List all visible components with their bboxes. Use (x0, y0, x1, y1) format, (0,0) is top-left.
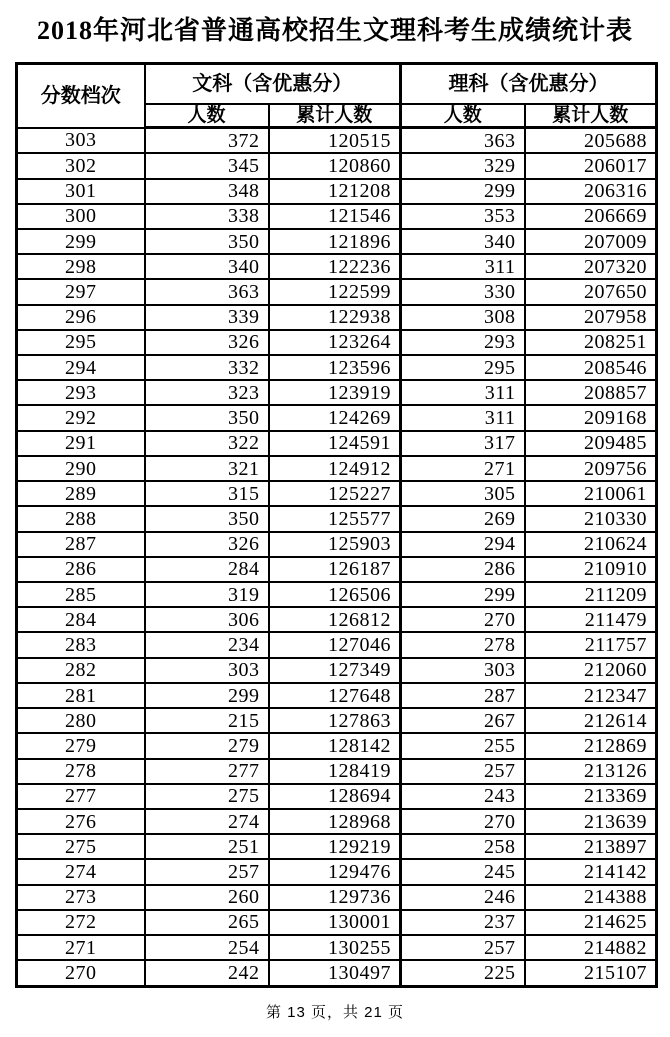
page-number-indicator: 第 13 页，共 21 页 (265, 1004, 405, 1021)
science-count-cell: 257 (401, 935, 525, 960)
science-count-cell: 305 (401, 481, 525, 506)
arts-count-cell: 275 (145, 784, 269, 809)
score-tier-cell: 298 (17, 254, 145, 279)
table-row (17, 153, 657, 178)
science-cumulative-cell: 214625 (525, 910, 657, 935)
science-count-cell: 258 (401, 834, 525, 859)
table-row (17, 658, 657, 683)
table-row (17, 128, 657, 154)
arts-count-cell: 274 (145, 809, 269, 834)
score-tier-cell: 277 (17, 784, 145, 809)
arts-count-cell: 260 (145, 885, 269, 910)
table-row (17, 834, 657, 859)
science-count-cell: 308 (401, 305, 525, 330)
score-statistics-table (15, 62, 658, 988)
arts-count-cell: 299 (145, 683, 269, 708)
score-tier-cell: 302 (17, 153, 145, 178)
arts-count-cell: 279 (145, 733, 269, 758)
score-tier-cell: 286 (17, 557, 145, 582)
science-count-cell: 299 (401, 582, 525, 607)
arts-count-cell: 363 (145, 279, 269, 304)
page-title: 2018年河北省普通高校招生文理科考生成绩统计表 (36, 16, 633, 45)
header-arts-group: 文科（含优惠分） (145, 64, 401, 104)
science-cumulative-cell: 207009 (525, 229, 657, 254)
science-count-cell: 311 (401, 405, 525, 430)
science-count-cell: 330 (401, 279, 525, 304)
science-count-cell: 255 (401, 733, 525, 758)
header-group-row (17, 64, 657, 104)
arts-cumulative-cell: 128694 (269, 784, 401, 809)
arts-cumulative-cell: 122236 (269, 254, 401, 279)
arts-cumulative-cell: 121546 (269, 204, 401, 229)
science-cumulative-cell: 212060 (525, 658, 657, 683)
science-count-cell: 340 (401, 229, 525, 254)
arts-cumulative-cell: 128968 (269, 809, 401, 834)
arts-cumulative-cell: 128419 (269, 759, 401, 784)
science-cumulative-cell: 213897 (525, 834, 657, 859)
table-row (17, 204, 657, 229)
arts-cumulative-cell: 130255 (269, 935, 401, 960)
table-row (17, 330, 657, 355)
arts-count-cell: 215 (145, 708, 269, 733)
table-row (17, 784, 657, 809)
science-cumulative-cell: 213639 (525, 809, 657, 834)
science-count-cell: 299 (401, 179, 525, 204)
arts-cumulative-cell: 127046 (269, 632, 401, 657)
table-row (17, 859, 657, 884)
arts-cumulative-cell: 126187 (269, 557, 401, 582)
score-tier-cell: 272 (17, 910, 145, 935)
arts-cumulative-cell: 124912 (269, 456, 401, 481)
arts-cumulative-cell: 128142 (269, 733, 401, 758)
science-cumulative-cell: 212347 (525, 683, 657, 708)
science-cumulative-cell: 213369 (525, 784, 657, 809)
arts-cumulative-cell: 126506 (269, 582, 401, 607)
arts-cumulative-cell: 130497 (269, 960, 401, 986)
table-row (17, 960, 657, 986)
science-cumulative-cell: 206669 (525, 204, 657, 229)
header-science-group: 理科（含优惠分） (401, 64, 657, 104)
table-row (17, 733, 657, 758)
arts-count-cell: 323 (145, 380, 269, 405)
header-arts-cumulative: 累计人数 (269, 104, 401, 128)
science-cumulative-cell: 209168 (525, 405, 657, 430)
science-count-cell: 311 (401, 254, 525, 279)
arts-cumulative-cell: 122599 (269, 279, 401, 304)
arts-count-cell: 326 (145, 330, 269, 355)
score-tier-cell: 281 (17, 683, 145, 708)
header-arts-count: 人数 (145, 104, 269, 128)
science-cumulative-cell: 212869 (525, 733, 657, 758)
score-tier-cell: 271 (17, 935, 145, 960)
table-row (17, 885, 657, 910)
score-tier-cell: 288 (17, 506, 145, 531)
table-row (17, 179, 657, 204)
science-cumulative-cell: 208546 (525, 355, 657, 380)
science-count-cell: 257 (401, 759, 525, 784)
score-tier-cell: 270 (17, 960, 145, 986)
science-count-cell: 270 (401, 809, 525, 834)
table-row (17, 305, 657, 330)
table-row (17, 431, 657, 456)
score-tier-cell: 279 (17, 733, 145, 758)
science-cumulative-cell: 206316 (525, 179, 657, 204)
science-cumulative-cell: 211757 (525, 632, 657, 657)
arts-cumulative-cell: 127863 (269, 708, 401, 733)
score-tier-cell: 287 (17, 532, 145, 557)
table-row (17, 582, 657, 607)
score-tier-cell: 295 (17, 330, 145, 355)
science-cumulative-cell: 214388 (525, 885, 657, 910)
score-tier-cell: 301 (17, 179, 145, 204)
header-score-tier: 分数档次 (17, 64, 145, 128)
header-science-count: 人数 (401, 104, 525, 128)
science-count-cell: 270 (401, 607, 525, 632)
table-row (17, 910, 657, 935)
score-tier-cell: 300 (17, 204, 145, 229)
table-row (17, 481, 657, 506)
arts-count-cell: 303 (145, 658, 269, 683)
arts-count-cell: 339 (145, 305, 269, 330)
science-cumulative-cell: 207650 (525, 279, 657, 304)
table-row (17, 708, 657, 733)
science-count-cell: 269 (401, 506, 525, 531)
science-count-cell: 329 (401, 153, 525, 178)
score-tier-cell: 274 (17, 859, 145, 884)
science-cumulative-cell: 210624 (525, 532, 657, 557)
science-cumulative-cell: 205688 (525, 128, 657, 154)
science-count-cell: 287 (401, 683, 525, 708)
science-cumulative-cell: 213126 (525, 759, 657, 784)
science-count-cell: 363 (401, 128, 525, 154)
science-count-cell: 311 (401, 380, 525, 405)
score-tier-cell: 297 (17, 279, 145, 304)
score-tier-cell: 292 (17, 405, 145, 430)
science-cumulative-cell: 211209 (525, 582, 657, 607)
score-tier-cell: 294 (17, 355, 145, 380)
science-count-cell: 237 (401, 910, 525, 935)
score-tier-cell: 273 (17, 885, 145, 910)
arts-cumulative-cell: 121208 (269, 179, 401, 204)
table-row (17, 229, 657, 254)
score-tier-cell: 282 (17, 658, 145, 683)
table-row (17, 279, 657, 304)
science-count-cell: 271 (401, 456, 525, 481)
arts-count-cell: 350 (145, 405, 269, 430)
score-tier-cell: 289 (17, 481, 145, 506)
science-count-cell: 243 (401, 784, 525, 809)
science-cumulative-cell: 210910 (525, 557, 657, 582)
arts-cumulative-cell: 127648 (269, 683, 401, 708)
arts-count-cell: 326 (145, 532, 269, 557)
table-row (17, 254, 657, 279)
arts-count-cell: 234 (145, 632, 269, 657)
science-count-cell: 303 (401, 658, 525, 683)
arts-count-cell: 372 (145, 128, 269, 154)
science-cumulative-cell: 210061 (525, 481, 657, 506)
science-count-cell: 294 (401, 532, 525, 557)
science-cumulative-cell: 214142 (525, 859, 657, 884)
score-table-body (17, 128, 657, 987)
table-row (17, 759, 657, 784)
table-row (17, 456, 657, 481)
table-row (17, 632, 657, 657)
science-cumulative-cell: 208251 (525, 330, 657, 355)
arts-count-cell: 340 (145, 254, 269, 279)
arts-count-cell: 345 (145, 153, 269, 178)
score-tier-cell: 303 (17, 128, 145, 154)
science-count-cell: 278 (401, 632, 525, 657)
arts-cumulative-cell: 121896 (269, 229, 401, 254)
arts-cumulative-cell: 127349 (269, 658, 401, 683)
science-count-cell: 246 (401, 885, 525, 910)
arts-count-cell: 321 (145, 456, 269, 481)
science-count-cell: 317 (401, 431, 525, 456)
science-cumulative-cell: 206017 (525, 153, 657, 178)
arts-count-cell: 284 (145, 557, 269, 582)
header-science-cumulative: 累计人数 (525, 104, 657, 128)
science-cumulative-cell: 212614 (525, 708, 657, 733)
score-tier-cell: 280 (17, 708, 145, 733)
score-tier-cell: 276 (17, 809, 145, 834)
science-cumulative-cell: 209756 (525, 456, 657, 481)
arts-cumulative-cell: 129736 (269, 885, 401, 910)
science-count-cell: 286 (401, 557, 525, 582)
score-tier-cell: 275 (17, 834, 145, 859)
score-tier-cell: 299 (17, 229, 145, 254)
science-cumulative-cell: 215107 (525, 960, 657, 986)
arts-cumulative-cell: 122938 (269, 305, 401, 330)
table-row (17, 506, 657, 531)
score-tier-cell: 293 (17, 380, 145, 405)
score-tier-cell: 291 (17, 431, 145, 456)
arts-count-cell: 332 (145, 355, 269, 380)
score-tier-cell: 296 (17, 305, 145, 330)
arts-cumulative-cell: 130001 (269, 910, 401, 935)
arts-cumulative-cell: 124269 (269, 405, 401, 430)
arts-count-cell: 322 (145, 431, 269, 456)
score-tier-cell: 284 (17, 607, 145, 632)
table-row (17, 683, 657, 708)
science-count-cell: 293 (401, 330, 525, 355)
arts-count-cell: 350 (145, 229, 269, 254)
arts-cumulative-cell: 125227 (269, 481, 401, 506)
arts-count-cell: 277 (145, 759, 269, 784)
table-row (17, 405, 657, 430)
arts-cumulative-cell: 120515 (269, 128, 401, 154)
table-row (17, 380, 657, 405)
science-cumulative-cell: 214882 (525, 935, 657, 960)
arts-cumulative-cell: 120860 (269, 153, 401, 178)
table-row (17, 532, 657, 557)
arts-cumulative-cell: 126812 (269, 607, 401, 632)
arts-count-cell: 251 (145, 834, 269, 859)
score-tier-cell: 278 (17, 759, 145, 784)
arts-cumulative-cell: 123919 (269, 380, 401, 405)
science-count-cell: 267 (401, 708, 525, 733)
arts-cumulative-cell: 129476 (269, 859, 401, 884)
arts-count-cell: 254 (145, 935, 269, 960)
science-cumulative-cell: 207320 (525, 254, 657, 279)
table-header (17, 64, 657, 128)
arts-count-cell: 257 (145, 859, 269, 884)
score-tier-cell: 285 (17, 582, 145, 607)
arts-count-cell: 350 (145, 506, 269, 531)
score-tier-cell: 290 (17, 456, 145, 481)
table-row (17, 809, 657, 834)
arts-cumulative-cell: 124591 (269, 431, 401, 456)
table-row (17, 355, 657, 380)
table-row (17, 557, 657, 582)
score-tier-cell: 283 (17, 632, 145, 657)
arts-count-cell: 265 (145, 910, 269, 935)
arts-count-cell: 242 (145, 960, 269, 986)
science-count-cell: 295 (401, 355, 525, 380)
science-count-cell: 225 (401, 960, 525, 986)
science-cumulative-cell: 211479 (525, 607, 657, 632)
arts-cumulative-cell: 123264 (269, 330, 401, 355)
arts-count-cell: 338 (145, 204, 269, 229)
science-count-cell: 353 (401, 204, 525, 229)
science-cumulative-cell: 210330 (525, 506, 657, 531)
arts-count-cell: 348 (145, 179, 269, 204)
science-cumulative-cell: 209485 (525, 431, 657, 456)
table-row (17, 607, 657, 632)
arts-count-cell: 319 (145, 582, 269, 607)
arts-count-cell: 306 (145, 607, 269, 632)
arts-cumulative-cell: 129219 (269, 834, 401, 859)
arts-cumulative-cell: 123596 (269, 355, 401, 380)
arts-count-cell: 315 (145, 481, 269, 506)
science-count-cell: 245 (401, 859, 525, 884)
arts-cumulative-cell: 125903 (269, 532, 401, 557)
table-row (17, 935, 657, 960)
arts-cumulative-cell: 125577 (269, 506, 401, 531)
science-cumulative-cell: 207958 (525, 305, 657, 330)
science-cumulative-cell: 208857 (525, 380, 657, 405)
